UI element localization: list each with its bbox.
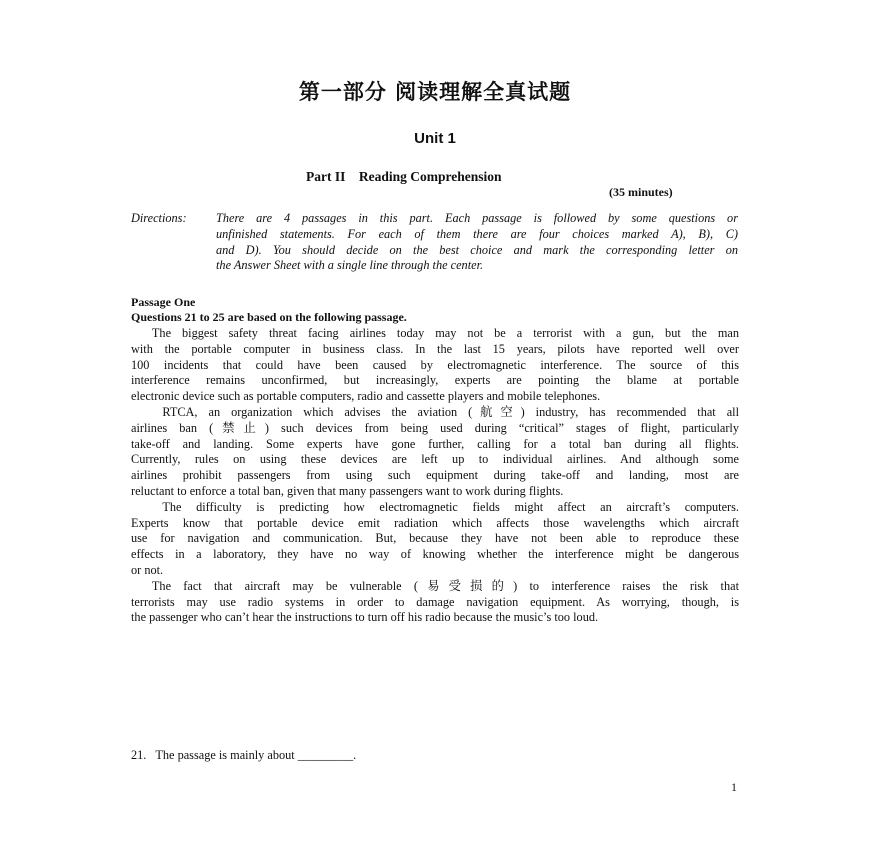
paragraph <box>131 405 739 500</box>
passage-title: Passage One <box>131 295 196 309</box>
text-line: reluctant to enforce a total ban, given that many passengers want to work during flights. <box>131 483 564 498</box>
text-line: use for navigation and communication. But, because they have not been able to reproduce these <box>131 531 739 546</box>
text-line: Currently, rules on using these devices are left up to individual airlines. And although some <box>131 452 739 467</box>
directions-text <box>216 211 738 274</box>
page-number: 1 <box>731 780 737 794</box>
text-line: airlines ban (禁止) such devices from being used during “critical” stages of flight, particularly <box>131 420 739 435</box>
time-limit: (35 minutes) <box>609 185 673 199</box>
text-line: airlines prohibit passengers from using such equipment during take-off and landing, most are <box>131 468 739 483</box>
passage-body <box>131 326 739 626</box>
part-heading: Part II Reading Comprehension <box>306 169 502 184</box>
text-line: effects in a laboratory, they have no way of knowing whether the interference might be dangerous <box>131 547 739 562</box>
text-line: with the portable computer in business class. In the last 15 years, pilots have reported well over <box>131 341 739 356</box>
unit-heading: Unit 1 <box>414 130 456 147</box>
text-line: The biggest safety threat facing airlines today may not be a terrorist with a gun, but the man <box>151 326 739 340</box>
text-line: the Answer Sheet with a single line through the center. <box>216 258 484 273</box>
text-line: take-off and landing. Some experts have gone further, calling for a total ban during all flights. <box>131 436 739 451</box>
text-line: terrorists may use radio systems in order to damage navigation equipment. As worrying, though, is <box>131 594 739 609</box>
text-line: The fact that aircraft may be vulnerable (易受损的) to interference raises the risk that <box>151 578 739 593</box>
question-21: 21. The passage is mainly about _________. <box>131 748 357 762</box>
passage-instruction: Questions 21 to 25 are based on the following passage. <box>131 310 407 324</box>
text-line: interference remains unconfirmed, but increasingly, experts are pointing the blame at portable <box>131 373 739 388</box>
text-line: Experts know that portable device emit radiation which affects those wavelengths which aircraft <box>131 515 739 530</box>
paragraph <box>131 579 739 626</box>
section-title: 第一部分 阅读理解全真试题 <box>298 80 572 104</box>
text-line: unfinished statements. For each of them there are four choices marked A), B), C) <box>216 226 738 241</box>
text-line: electronic device such as portable computers, radio and cassette players and mobile telephones. <box>131 389 601 404</box>
text-line: RTCA, an organization which advises the aviation (航空) industry, has recommended that all <box>162 404 739 419</box>
paragraph <box>131 500 739 579</box>
text-line: 100 incidents that could have been caused by electromagnetic interference. The source of this <box>131 357 739 372</box>
directions-label: Directions: <box>131 211 187 225</box>
text-line: There are 4 passages in this part. Each passage is followed by some questions or <box>216 211 738 225</box>
text-line: the passenger who can’t hear the instructions to turn off his radio because the music’s too loud. <box>131 610 599 625</box>
text-line: or not. <box>131 562 164 577</box>
text-line: The difficulty is predicting how electromagnetic fields might affect an aircraft’s computers. <box>162 499 739 514</box>
passage-header <box>131 295 407 325</box>
text-line: and D). You should decide on the best choice and mark the corresponding letter on <box>216 242 738 257</box>
paragraph <box>131 326 739 405</box>
